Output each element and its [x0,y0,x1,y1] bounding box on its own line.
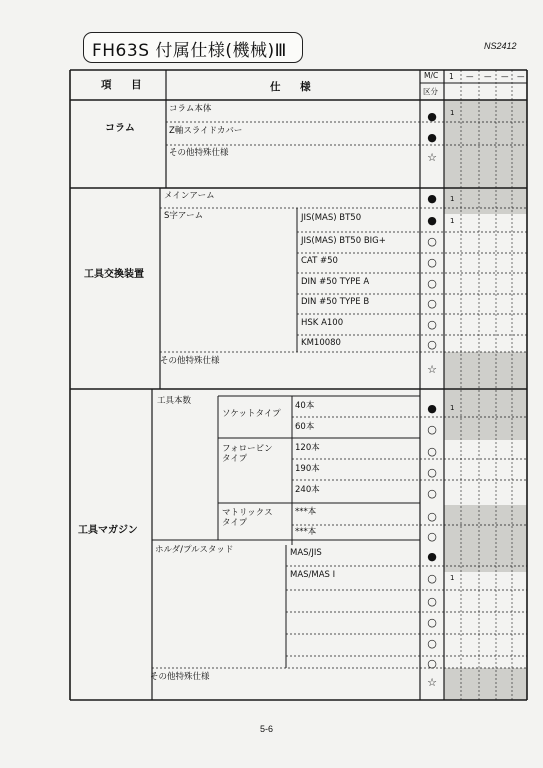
header-mc: M/C [424,71,439,80]
row-60-tools: 60本 [295,422,315,432]
row-column-other: その他特殊仕様 [169,148,229,158]
option-mark: ○ [427,487,437,500]
header-class: 区分 [423,87,438,96]
row-main-arm: メインアーム [164,191,215,201]
mc-column-4: — [501,72,509,81]
option-mark: ○ [427,510,437,523]
mc-quantity: 1 [450,217,455,225]
option-mark: ○ [427,445,437,458]
option-mark: ○ [427,595,437,608]
option-mark: ○ [427,256,437,269]
option-mark: ○ [427,297,437,310]
option-mark: ○ [427,530,437,543]
row-tool-count: 工具本数 [157,396,192,406]
option-mark: ○ [427,572,437,585]
row-atc-other: その他特殊仕様 [160,356,220,366]
option-mark: ○ [427,318,437,331]
row-hsk-a100: HSK A100 [301,318,344,328]
document-number: NS2412 [484,41,517,51]
group-tool-magazine: 工具マガジン [78,525,138,536]
row-matrix-tools-1: ***本 [295,507,317,517]
standard-mark: ● [427,550,437,563]
mc-quantity: 1 [450,109,455,117]
option-mark: ○ [427,616,437,629]
mc-quantity: 1 [450,195,455,203]
option-mark: ○ [427,657,437,670]
mc-column-2: — [466,72,474,81]
row-mas-mas: MAS/MAS Ⅰ [290,570,336,580]
row-follower-pin-type: フォロービン タイプ [222,444,273,464]
row-socket-type: ソケットタイプ [222,409,281,419]
standard-mark: ● [427,110,437,123]
header-item: 項 目 [101,79,150,91]
row-s-arm: S字アーム [164,211,204,221]
standard-mark: ● [427,214,437,227]
header-spec: 仕 様 [270,81,319,93]
page-title: FH63S 付属仕様(機械)Ⅲ [92,41,287,61]
row-column-body: コラム本体 [169,104,212,114]
row-din-type-a: DIN #50 TYPE A [301,277,370,287]
mc-column-1: 1 [449,72,454,81]
row-din-type-b: DIN #50 TYPE B [301,297,370,307]
mc-column-3: — [484,72,492,81]
option-mark: ○ [427,338,437,351]
group-tool-changer: 工具交換装置 [84,269,144,280]
page-number: 5-6 [260,724,274,734]
row-km10080: KM10080 [301,338,341,348]
option-mark: ○ [427,466,437,479]
group-column: コラム [105,123,135,134]
option-mark: ○ [427,637,437,650]
row-240-tools: 240本 [295,485,320,495]
row-z-axis-cover: Z軸スライドカバー [169,126,243,136]
row-matrix-tools-2: ***本 [295,527,317,537]
special-mark: ☆ [427,363,437,376]
row-jis-bt50-big: JIS(MAS) BT50 BIG+ [301,236,386,246]
row-holder-pull-stud: ホルダ/プルスタッド [155,545,234,555]
row-40-tools: 40本 [295,401,315,411]
row-190-tools: 190本 [295,464,320,474]
row-mas-jis: MAS/JIS [290,548,322,558]
standard-mark: ● [427,192,437,205]
row-matrix-type: マトリックス タイプ [222,508,273,528]
mc-quantity: 1 [450,574,455,582]
special-mark: ☆ [427,151,437,164]
standard-mark: ● [427,402,437,415]
option-mark: ○ [427,277,437,290]
special-mark: ☆ [427,676,437,689]
row-jis-bt50: JIS(MAS) BT50 [301,213,362,223]
mc-quantity: 1 [450,404,455,412]
row-cat50: CAT #50 [301,256,338,266]
row-magazine-other: その他特殊仕様 [150,672,210,682]
row-120-tools: 120本 [295,443,320,453]
option-mark: ○ [427,235,437,248]
standard-mark: ● [427,131,437,144]
option-mark: ○ [427,423,437,436]
mc-column-5: — [517,72,525,81]
